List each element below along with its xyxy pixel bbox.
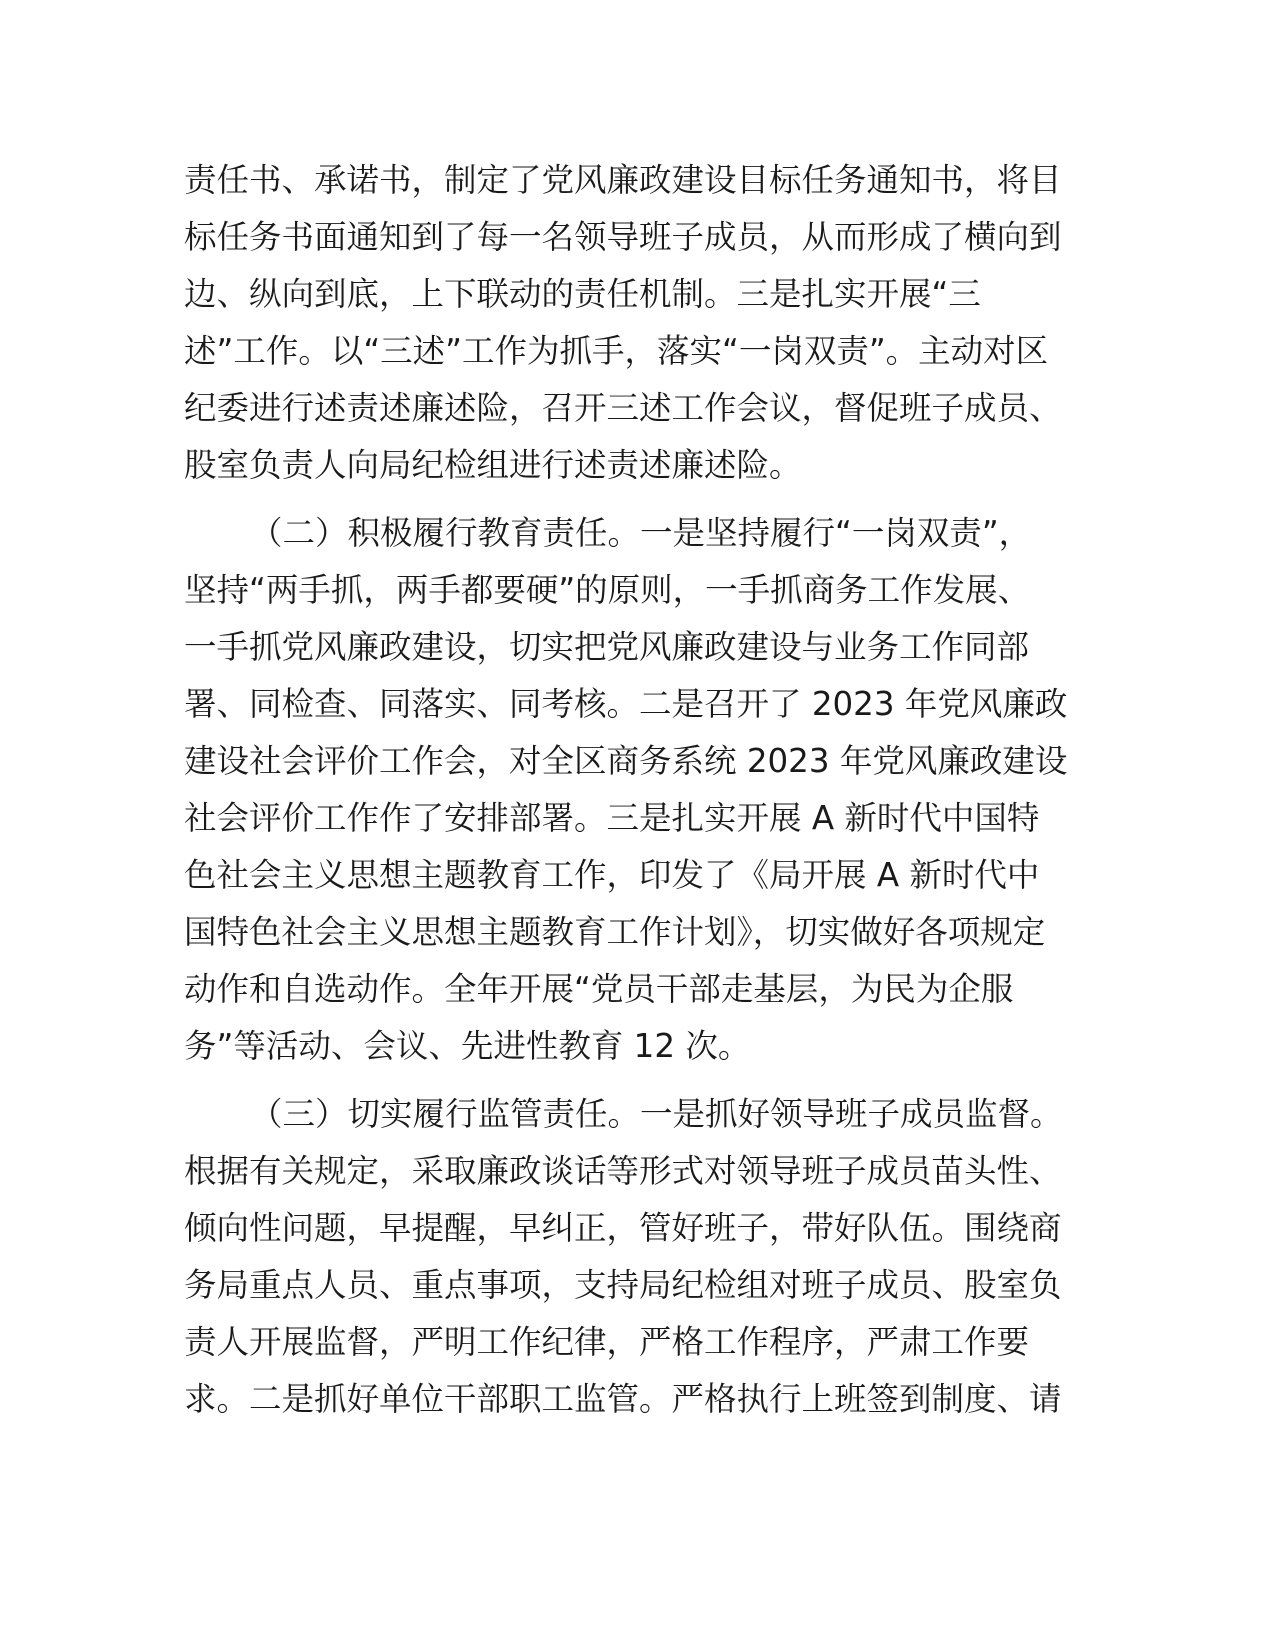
text-line: 一手抓党风廉政建设，切实把党风廉政建设与业务工作同部	[184, 628, 1030, 666]
text-line: 述”工作。以“三述”工作为抓手，落实“一岗双责”。主动对区	[184, 332, 1049, 370]
paragraph-supervision-responsibility	[184, 1086, 1090, 1428]
text-line: 坚持“两手抓，两手都要硬”的原则，一手抓商务工作发展、	[184, 571, 1031, 609]
text-line: （二）积极履行教育责任。一是坚持履行“一岗双责”，	[250, 514, 1032, 552]
text-line: 责人开展监督，严明工作纪律，严格工作程序，严肃工作要	[184, 1323, 1030, 1361]
document-body	[184, 152, 1090, 1428]
paragraph-education-responsibility	[184, 505, 1090, 1075]
text-line: 署、同检查、同落实、同考核。二是召开了 2023 年党风廉政	[184, 685, 1068, 723]
text-line: 根据有关规定，采取廉政谈话等形式对领导班子成员苗头性、	[184, 1152, 1062, 1190]
text-line: 责任书、承诺书，制定了党风廉政建设目标任务通知书，将目	[184, 161, 1062, 199]
text-line: 倾向性问题，早提醒，早纠正，管好班子，带好队伍。围绕商	[184, 1209, 1062, 1247]
text-line: 边、纵向到底，上下联动的责任机制。三是扎实开展“三	[184, 275, 981, 313]
paragraph-responsibility-mechanism	[184, 152, 1090, 494]
text-line: 国特色社会主义思想主题教育工作计划》，切实做好各项规定	[184, 913, 1046, 951]
text-line: 务”等活动、会议、先进性教育 12 次。	[184, 1027, 751, 1065]
text-line: （三）切实履行监管责任。一是抓好领导班子成员监督。	[250, 1095, 1063, 1133]
text-line: 色社会主义思想主题教育工作，印发了《局开展 A 新时代中	[184, 856, 1040, 894]
text-line: 纪委进行述责述廉述险，召开三述工作会议，督促班子成员、	[184, 389, 1062, 427]
text-line: 动作和自选动作。全年开展“党员干部走基层，为民为企服	[184, 970, 1014, 1008]
text-line: 求。二是抓好单位干部职工监管。严格执行上班签到制度、请	[184, 1380, 1062, 1418]
text-line: 标任务书面通知到了每一名领导班子成员，从而形成了横向到	[184, 218, 1062, 256]
text-line: 建设社会评价工作会，对全区商务系统 2023 年党风廉政建设	[184, 742, 1068, 780]
text-line: 务局重点人员、重点事项，支持局纪检组对班子成员、股室负	[184, 1266, 1062, 1304]
text-line: 社会评价工作作了安排部署。三是扎实开展 A 新时代中国特	[184, 799, 1040, 837]
text-line: 股室负责人向局纪检组进行述责述廉述险。	[184, 446, 802, 484]
